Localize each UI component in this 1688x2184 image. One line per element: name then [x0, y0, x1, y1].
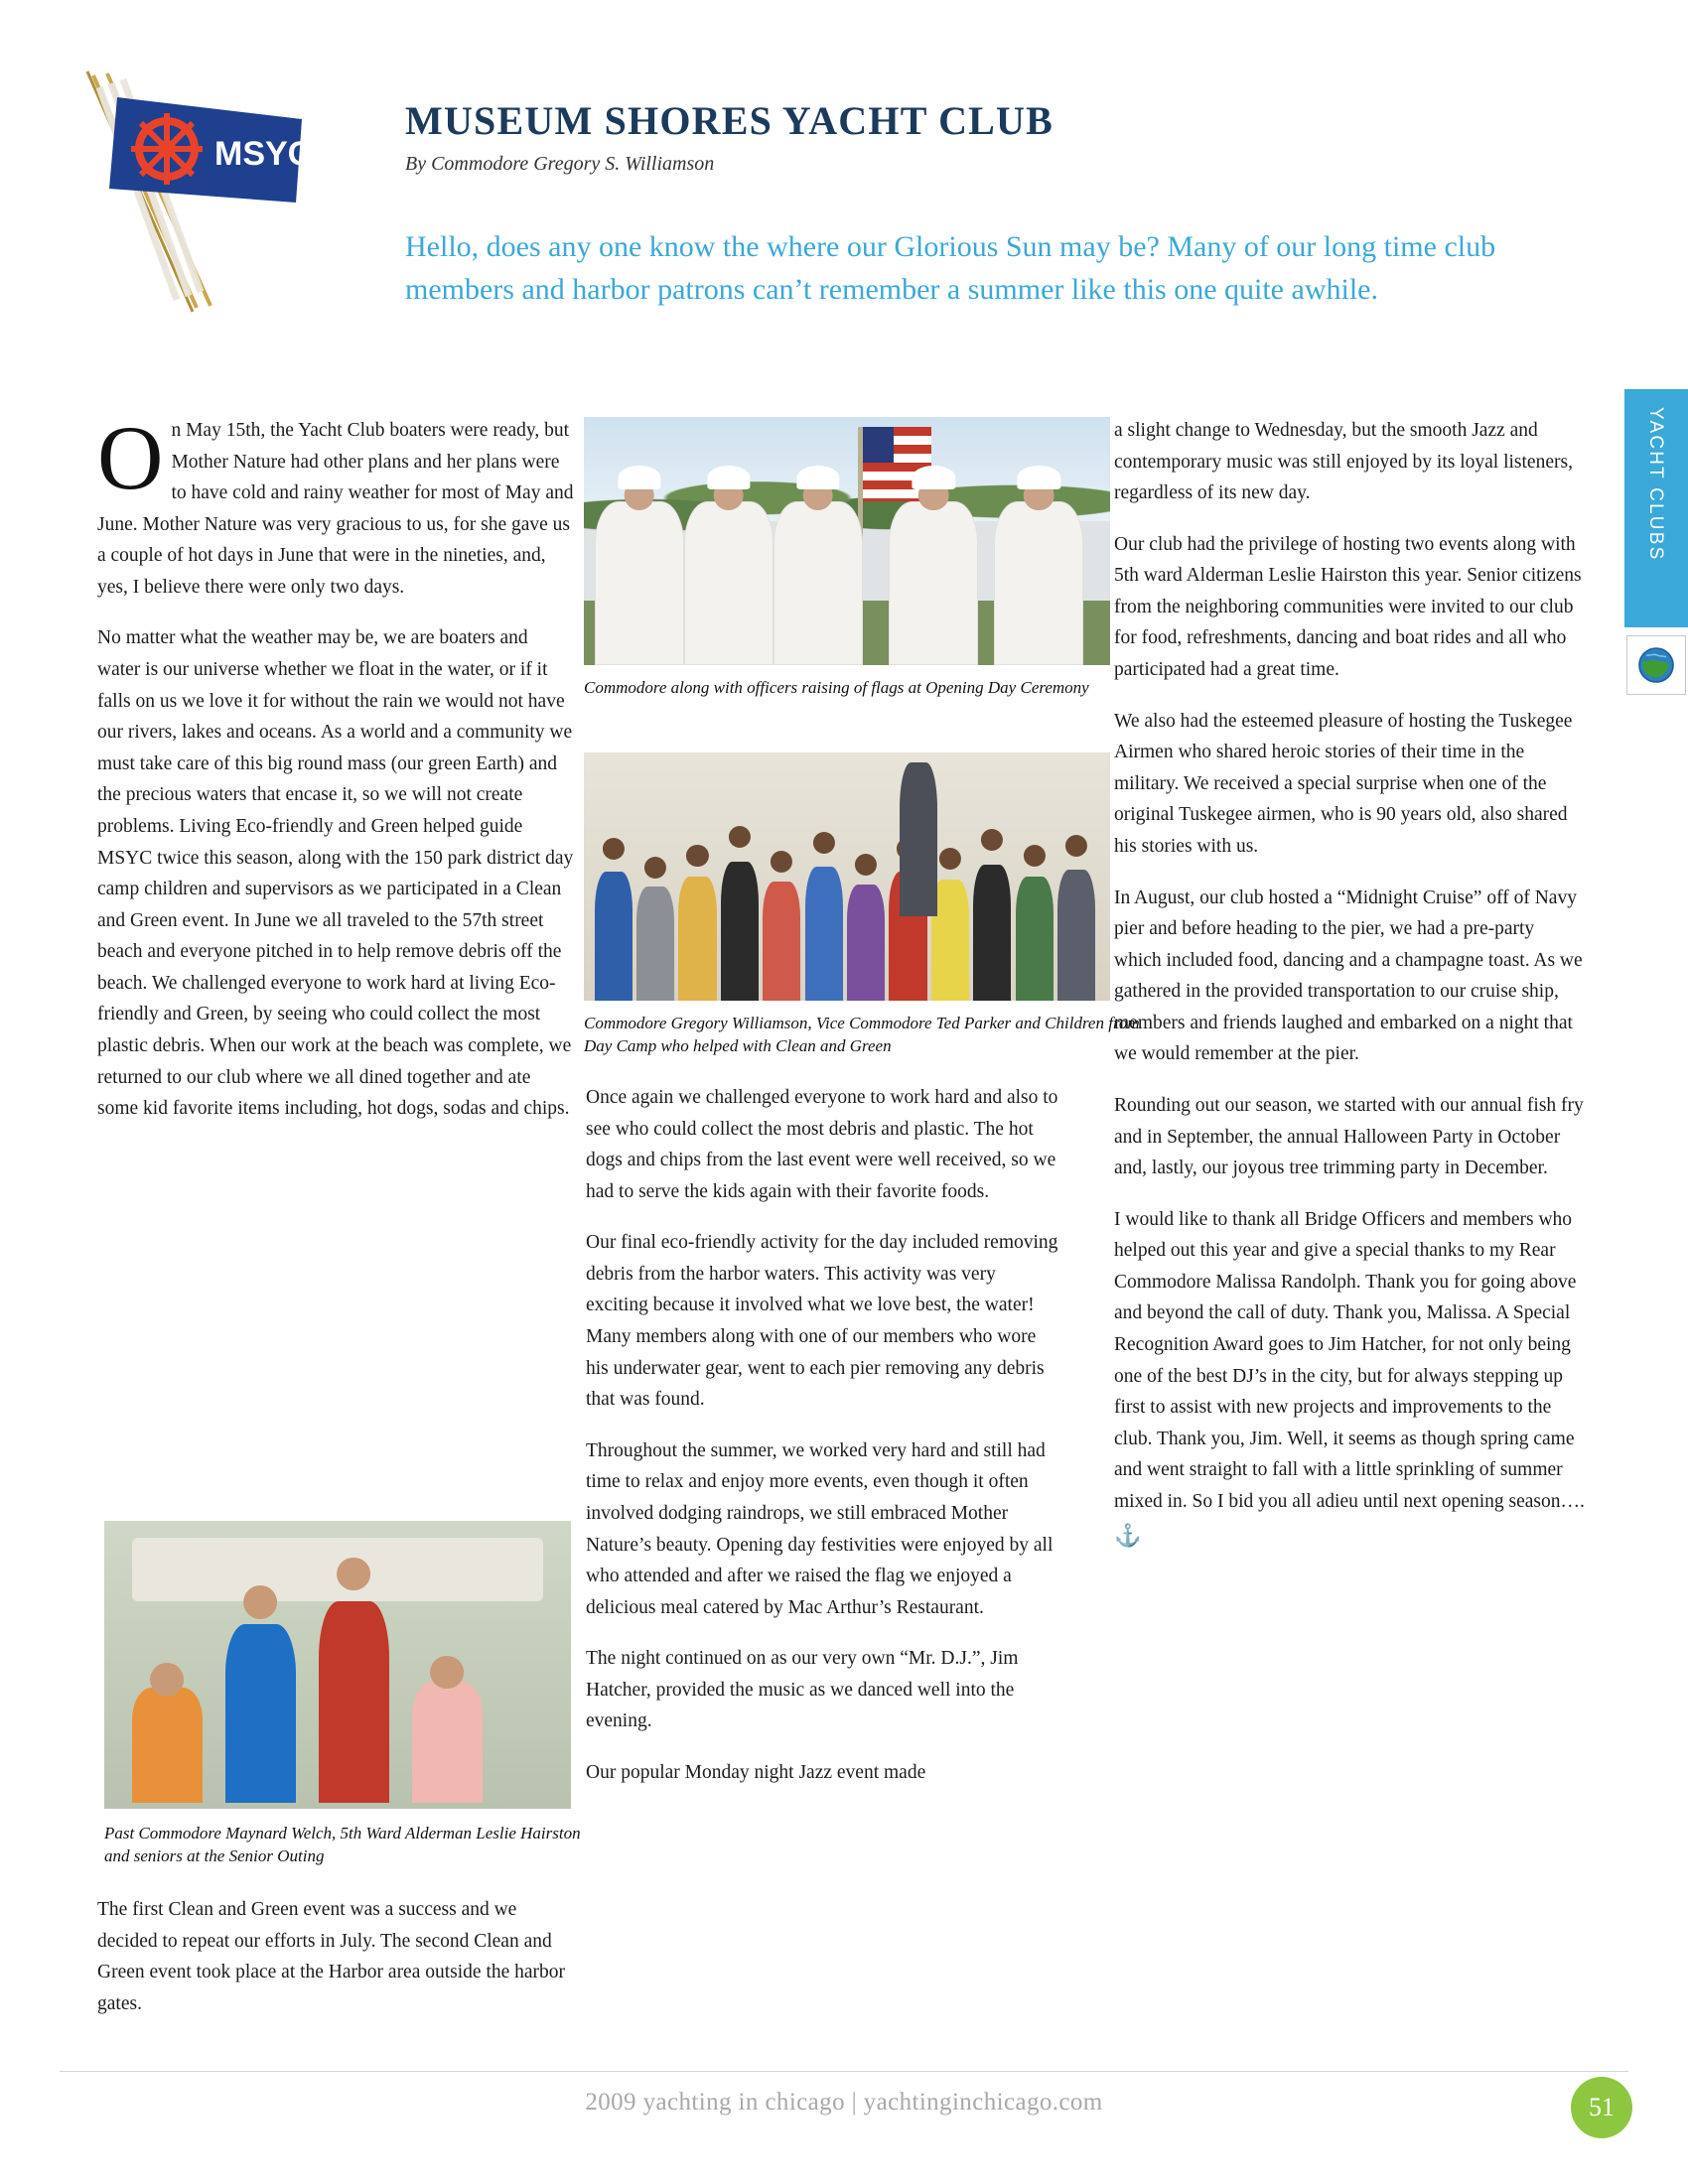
day-camp-photo [584, 752, 1110, 1001]
paragraph: Once again we challenged everyone to work hard and also to see who could collect the most debris and plastic. The hot dogs and chips from the last event were well received, so we had to serve the kids again with their favorite foods. [586, 1087, 1058, 1202]
body-column-1 [97, 407, 574, 1145]
senior-outing-photo [104, 1521, 571, 1809]
paragraph: On May 15th, the Yacht Club boaters were ready, but Mother Nature had other plans and her plans were to have cold and rainy weather for most of May and June. Mother Nature was very gracious to us, for she gave us a couple of hot days in June that were in the nineties, and, yes, I believe there were only two days. [97, 407, 574, 598]
body-column-1-continued [97, 1894, 574, 2039]
globe-icon [1626, 635, 1686, 695]
burgee-label: MSYC [214, 135, 313, 173]
day-camp-photo-caption: Commodore Gregory Williamson, Vice Commodore Ted Parker and Children from Day Camp who helped with Clean and Green [584, 1014, 1140, 1055]
paragraph: Rounding out our season, we started with our annual fish fry and in September, the annual Halloween Party in October and, lastly, our joyous tree trimming party in December. [1114, 1094, 1584, 1179]
body-column-2 [586, 1082, 1062, 1809]
section-tab-label: YACHT CLUBS [1645, 407, 1666, 562]
paragraph: Our final eco-friendly activity for the day included removing debris from the harbor waters. This activity was very exciting because it involved what we love best, the water! Many members along with one of our members who wore his underwater gear, went to each pier removing any debris that was found. [586, 1232, 1058, 1411]
paragraph: Our club had the privilege of hosting two events along with 5th ward Alderman Leslie Hairston this year. Senior citizens from the neighboring communities were invited to our club for food, refreshments, dancing and boat rides and all who participated had a great time. [1114, 533, 1582, 681]
opening-day-photo-caption: Commodore along with officers raising of flags at Opening Day Ceremony [584, 678, 1089, 697]
paragraph-final [1114, 1204, 1586, 1553]
masthead [405, 99, 1577, 176]
paragraph: In August, our club hosted a “Midnight Cruise” off of Navy pier and before heading to the pier, we had a pre-party which included food, dancing and a champagne toast. As we gathered in the provided transportation to our cruise ship, members and friends laughed and embarked on a night that we would remember at the pier. [1114, 887, 1583, 1065]
paragraph: We also had the esteemed pleasure of hosting the Tuskegee Airmen who shared heroic stories of their time in the military. We received a special surprise when one of the original Tuskegee airmen, who is 90 years old, also shared his stories with us. [1114, 710, 1573, 857]
paragraph: a slight change to Wednesday, but the smooth Jazz and contemporary music was still enjoyed by its loyal listeners, regardless of its new day. [1114, 420, 1573, 504]
senior-outing-photo-caption: Past Commodore Maynard Welch, 5th Ward Alderman Leslie Hairston and seniors at the Senior Outing [104, 1824, 581, 1865]
anchor-icon: ⚓ [1114, 1522, 1142, 1548]
paragraph: No matter what the weather may be, we are boaters and water is our universe whether we float in the water, or if it falls on us we love it for without the rain we would not have our rivers, lakes and oceans. As a world and a community we must take care of this big round mass (our green Earth) and the precious waters that encase it, so we will not create problems. Living Eco-friendly and Green helped guide MSYC twice this season, along with the 150 park district day camp children and supervisors as we participated in a Clean and Green event. In June we all traveled to the 57th street beach and everyone pitched in to help remove debris off the beach. We challenged everyone to work hard at living Eco-friendly and Green, by seeing who could collect the most plastic debris. When our work at the beach was complete, we returned to our club where we all dined together and ate some kid favorite items including, hot dogs, sodas and chips. [97, 627, 574, 1120]
page-number-badge: 51 [1571, 2077, 1632, 2138]
page-title: MUSEUM SHORES YACHT CLUB [405, 98, 1054, 143]
msyc-burgee-flag [48, 58, 346, 355]
section-tab-yacht-clubs [1624, 389, 1688, 627]
paragraph: The night continued on as our very own “Mr. D.J.”, Jim Hatcher, provided the music as we danced well into the evening. [586, 1648, 1019, 1732]
paragraph: Throughout the summer, we worked very hard and still had time to relax and enjoy more events, even though it often involved dodging raindrops, we still embraced Mother Nature’s beauty. Opening day festivities were enjoyed by all who attended and after we raised the flag we enjoyed a delicious meal catered by Mac Arthur’s Restaurant. [586, 1439, 1054, 1618]
article-deck: Hello, does any one know the where our Glorious Sun may be? Many of our long time club members and harbor patrons can’t remember a summer like this one quite awhile. [405, 230, 1496, 306]
byline: By Commodore Gregory S. Williamson [405, 153, 715, 175]
opening-day-photo [584, 417, 1110, 665]
footer-divider [60, 2071, 1628, 2072]
body-column-3 [1114, 415, 1586, 1572]
paragraph: Our popular Monday night Jazz event made [586, 1761, 926, 1783]
paragraph-text: I would like to thank all Bridge Officers and members who helped out this year and give a special thanks to my Rear Commodore Malissa Randolph. Thank you for going above and beyond the call of duty. Thank you, Malissa. A Special Recognition Award goes to Jim Hatcher, for not only being one of the best DJ’s in the city, but for always stepping up first to assist with new projects and improvements to the club. Thank you, Jim. Well, it seems as though spring came and went straight to fall with a little sprinkling of summer mixed in. So I bid you all adieu until next opening season…. [1114, 1208, 1585, 1512]
footer-text: 2009 yachting in chicago | yachtinginchicago.com [585, 2089, 1103, 2116]
paragraph: The first Clean and Green event was a success and we decided to repeat our efforts in July. The second Clean and Green event took place at the Harbor area outside the harbor gates. [97, 1899, 566, 2014]
